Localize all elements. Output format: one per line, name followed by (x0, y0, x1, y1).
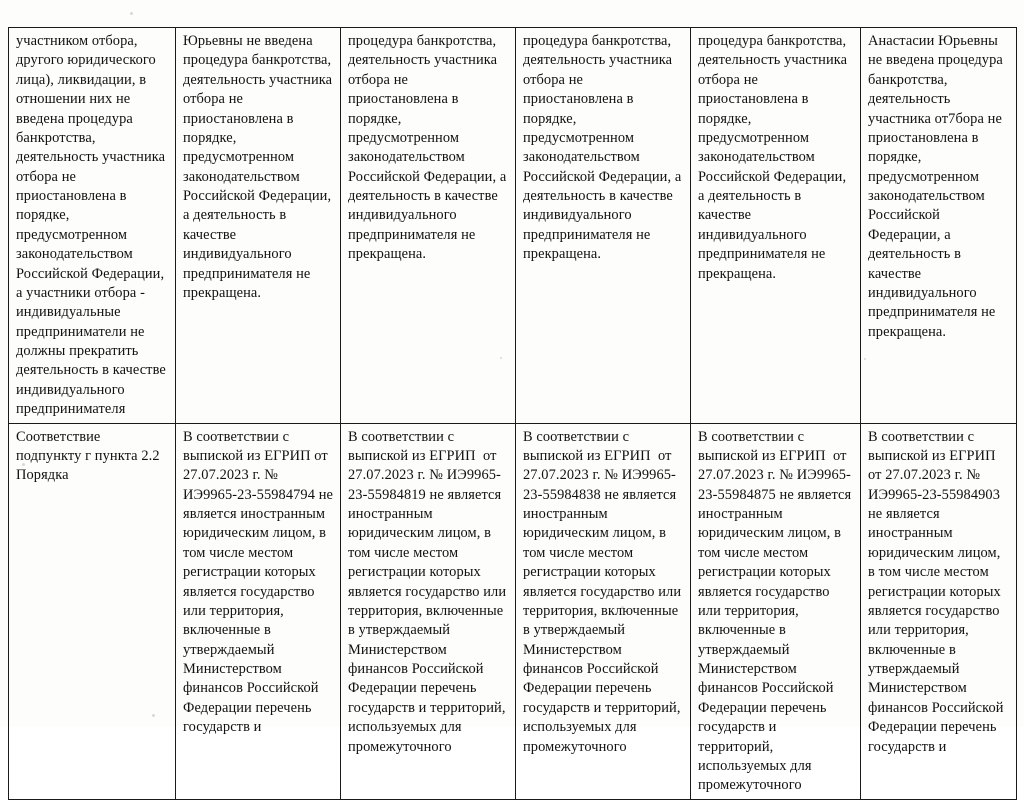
cell-text: Соответствие подпункту г пункта 2.2 Порядка (16, 428, 164, 484)
cell-text: В соответствии с выпиской из ЕГРИП от 27.07.2023 г. № ИЭ9965-23-55984875 не является иностранным юридическим лицом, в том числе местом регистрации которых является государство или территория, включенные в утверждаемый Министерством финансов Российской Федерации перечень государств и территорий, используемых для промежуточного (698, 428, 855, 794)
table-cell-participant-1 (176, 28, 341, 424)
table-cell-participant-3 (516, 28, 691, 424)
table-cell-participant-2 (341, 28, 516, 424)
cell-text: В соответствии с выпиской из ЕГРИП от 27.07.2023 г. № ИЭ9965-23-55984838 не является иностранным юридическим лицом, в том числе местом регистрации которых является государство или территория, включенные в утверждаемый Министерством финансов Российской Федерации перечень государств и территорий, используемых для промежуточного (523, 428, 685, 755)
table-row (9, 423, 1017, 799)
table-cell-criterion-text (9, 423, 176, 799)
table-cell-participant-4 (691, 423, 861, 799)
cell-text: В соответствии с выпиской из ЕГРИП от 27.07.2023 г. № ИЭ9965-23-55984819 не является иностранным юридическим лицом, в том числе местом регистрации которых является государство или территория, включенные в утверждаемый Министерством финансов Российской Федерации перечень государств и территорий, используемых для промежуточного (348, 428, 510, 755)
cell-text: Юрьевны не введена процедура банкротства, деятельность участника отбора не приостановлена в порядке, предусмотренном законодательством Российской Федерации, а деятельность в качестве индивидуального предпринимателя не прекращена. (183, 33, 336, 301)
document-table (8, 27, 1017, 800)
cell-text: Анастасии Юрьевны не введена процедура банкротства, деятельность участника от7бора не приостановлена в порядке, предусмотренном законодательством Российской Федерации, а деятельность в качестве индивидуального предпринимателя не прекращена. (868, 33, 1007, 340)
table-cell-participant-5 (861, 423, 1017, 799)
table-row (9, 28, 1017, 424)
cell-text: процедура банкротства, деятельность участника отбора не приостановлена в порядке, предусмотренном законодательством Российской Федерации, а деятельность в качестве индивидуального предпринимателя не прекращена. (523, 33, 686, 263)
table-cell-participant-1 (176, 423, 341, 799)
table-cell-participant-2 (341, 423, 516, 799)
cell-text: В соответствии с выпиской из ЕГРИП от 27.07.2023 г. № ИЭ9965-23-55984903 не является иностранным юридическим лицом, в том числе местом регистрации которых является государство или территория, включенные в утверждаемый Министерством финансов Российской Федерации перечень государств и (868, 428, 1008, 755)
cell-text: В соответствии с выпиской из ЕГРИП от 27.07.2023 г. № ИЭ9965-23-55984794 не является иностранным юридическим лицом, в том числе местом регистрации которых является государство или территория, включенные в утверждаемый Министерством финансов Российской Федерации перечень государств и (183, 428, 337, 736)
cell-text: процедура банкротства, деятельность участника отбора не приостановлена в порядке, предусмотренном законодательством Российской Федерации, а деятельность в качестве индивидуального предпринимателя не прекращена. (698, 33, 851, 282)
table-cell-participant-4 (691, 28, 861, 424)
table-cell-criterion-text (9, 28, 176, 424)
scan-speck (130, 12, 133, 15)
table-cell-participant-5 (861, 28, 1017, 424)
cell-text: участником отбора, другого юридического лица), ликвидации, в отношении них не введена процедура банкротства, деятельность участника отбора не приостановлена в порядке, предусмотренном законодательством Российской Федерации, а участники отбора - индивидуальные предприниматели не должны прекратить деятельность в качестве индивидуального предпринимателя (16, 33, 170, 418)
cell-text: процедура банкротства, деятельность участника отбора не приостановлена в порядке, предусмотренном законодательством Российской Федерации, а деятельность в качестве индивидуального предпринимателя не прекращена. (348, 33, 511, 263)
table-cell-participant-3 (516, 423, 691, 799)
